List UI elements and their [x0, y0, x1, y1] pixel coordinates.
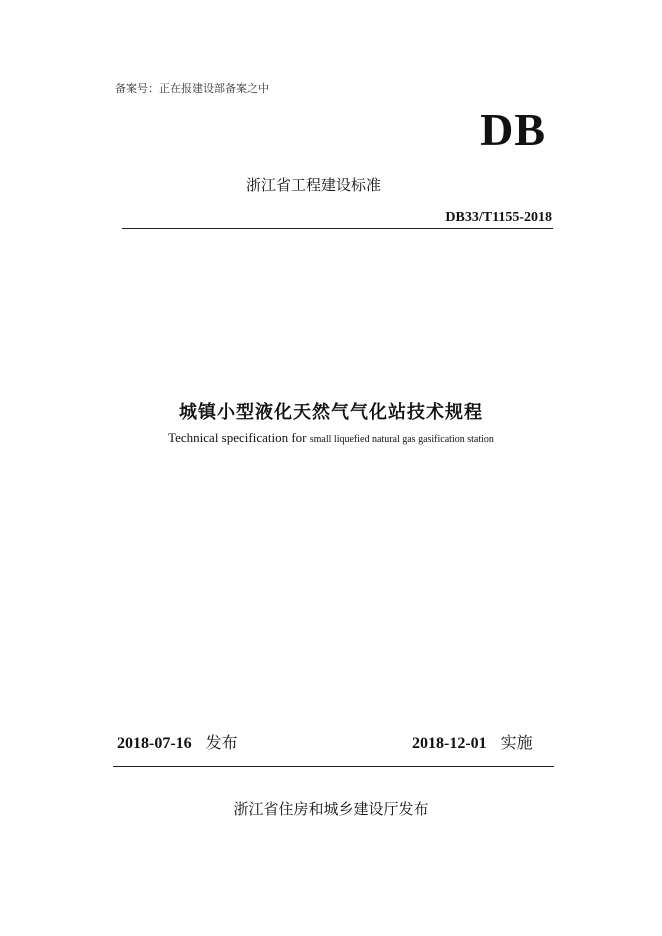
bottom-divider — [113, 766, 554, 767]
title-english-prefix: Technical specification for — [168, 430, 307, 445]
standard-category: 浙江省工程建设标准 — [246, 176, 382, 194]
effective-date: 2018-12-01 — [412, 735, 487, 752]
top-divider — [122, 228, 553, 229]
title-chinese: 城镇小型液化天然气气化站技术规程 — [179, 402, 483, 423]
title-english — [0, 430, 662, 446]
filing-note: 备案号：正在报建设部备案之中 — [115, 82, 269, 95]
db-mark: DB — [480, 104, 546, 155]
effective-date-line — [412, 730, 533, 753]
issuer: 浙江省住房和城乡建设厅发布 — [233, 800, 429, 818]
standard-number: DB33/T1155-2018 — [445, 210, 552, 225]
publish-date: 2018-07-16 — [117, 735, 192, 752]
effective-label: 实施 — [500, 733, 533, 752]
title-english-rest: small liquefied natural gas gasification station — [309, 434, 494, 445]
publish-label: 发布 — [205, 733, 238, 752]
publish-date-line — [117, 730, 238, 753]
